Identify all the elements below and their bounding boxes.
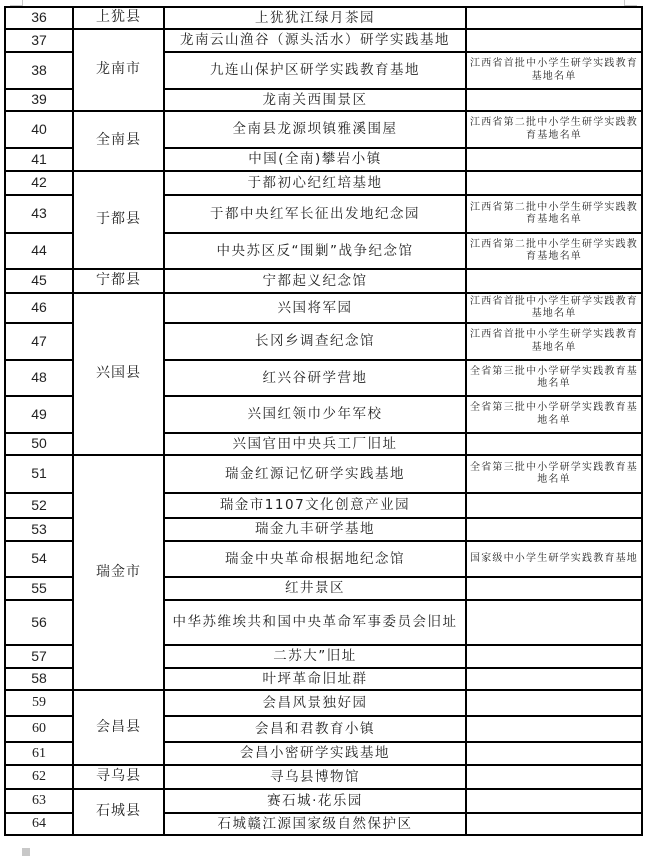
designation-note-cell: 江西省首批中小学生研学实践教育基地名单 (466, 293, 642, 323)
row-number-cell: 55 (5, 577, 73, 600)
designation-note-cell (466, 433, 642, 455)
row-number-cell: 56 (5, 600, 73, 645)
site-name-cell: 红井景区 (164, 577, 466, 600)
designation-note-cell (466, 789, 642, 813)
site-name-cell: 会昌风景独好园 (164, 690, 466, 716)
designation-note-cell (466, 577, 642, 600)
county-cell: 石城县 (73, 789, 164, 835)
site-name-cell: 龙南关西围景区 (164, 89, 466, 111)
row-number-cell: 43 (5, 195, 73, 233)
designation-note-cell (466, 690, 642, 716)
table-row (5, 293, 642, 323)
row-number-cell: 49 (5, 396, 73, 433)
row-number-cell: 46 (5, 293, 73, 323)
table-row (5, 269, 642, 293)
row-number-cell: 51 (5, 455, 73, 493)
row-number-cell: 45 (5, 269, 73, 293)
designation-note-cell (466, 29, 642, 52)
designation-note-cell (466, 89, 642, 111)
row-number-cell: 52 (5, 493, 73, 518)
site-name-cell: 龙南云山渔谷（源头活水）研学实践基地 (164, 29, 466, 52)
row-number-cell: 64 (5, 813, 73, 835)
designation-note-cell (466, 171, 642, 195)
row-number-cell: 53 (5, 518, 73, 541)
designation-note-cell: 江西省第二批中小学生研学实践教育基地名单 (466, 111, 642, 148)
row-number-cell: 58 (5, 668, 73, 690)
county-cell: 会昌县 (73, 690, 164, 765)
site-name-cell: 中华苏维埃共和国中央革命军事委员会旧址 (164, 600, 466, 645)
site-name-cell: 兴国将军园 (164, 293, 466, 323)
table-row (5, 789, 642, 813)
row-number-cell: 59 (5, 690, 73, 716)
site-name-cell: 红兴谷研学营地 (164, 360, 466, 396)
designation-note-cell (466, 765, 642, 789)
site-name-cell: 瑞金九丰研学基地 (164, 518, 466, 541)
county-cell: 兴国县 (73, 293, 164, 455)
designation-note-cell: 江西省第二批中小学生研学实践教育基地名单 (466, 195, 642, 233)
row-number-cell: 41 (5, 148, 73, 171)
row-number-cell: 38 (5, 52, 73, 89)
row-number-cell: 62 (5, 765, 73, 789)
site-name-cell: 于都中央红军长征出发地纪念园 (164, 195, 466, 233)
site-name-cell: 全南县龙源坝镇雅溪围屋 (164, 111, 466, 148)
row-number-cell: 47 (5, 323, 73, 360)
row-number-cell: 57 (5, 645, 73, 668)
designation-note-cell (466, 7, 642, 29)
row-number-cell: 39 (5, 89, 73, 111)
row-number-cell: 54 (5, 541, 73, 577)
row-number-cell: 40 (5, 111, 73, 148)
page-marker (22, 848, 30, 856)
site-name-cell: 会昌和君教育小镇 (164, 716, 466, 742)
study-base-table (4, 6, 643, 836)
row-number-cell: 44 (5, 233, 73, 269)
designation-note-cell: 全省第三批中小学研学实践教育基地名单 (466, 396, 642, 433)
designation-note-cell (466, 518, 642, 541)
row-number-cell: 60 (5, 716, 73, 742)
site-name-cell: 上犹犹江绿月茶园 (164, 7, 466, 29)
site-name-cell: 长冈乡调查纪念馆 (164, 323, 466, 360)
site-name-cell: 寻乌县博物馆 (164, 765, 466, 789)
site-name-cell: 石城赣江源国家级自然保护区 (164, 813, 466, 835)
county-cell: 于都县 (73, 171, 164, 269)
table-row (5, 455, 642, 493)
site-name-cell: 中国(全南)攀岩小镇 (164, 148, 466, 171)
designation-note-cell (466, 600, 642, 645)
designation-note-cell: 全省第三批中小学研学实践教育基地名单 (466, 455, 642, 493)
table-row (5, 7, 642, 29)
county-cell: 上犹县 (73, 7, 164, 29)
designation-note-cell (466, 813, 642, 835)
site-name-cell: 于都初心纪红培基地 (164, 171, 466, 195)
row-number-cell: 37 (5, 29, 73, 52)
designation-note-cell: 江西省首批中小学生研学实践教育基地名单 (466, 323, 642, 360)
table-body (5, 7, 642, 835)
row-number-cell: 42 (5, 171, 73, 195)
site-name-cell: 瑞金红源记忆研学实践基地 (164, 455, 466, 493)
county-cell: 瑞金市 (73, 455, 164, 690)
designation-note-cell: 江西省第二批中小学生研学实践教育基地名单 (466, 233, 642, 269)
row-number-cell: 36 (5, 7, 73, 29)
designation-note-cell (466, 645, 642, 668)
designation-note-cell (466, 742, 642, 765)
designation-note-cell (466, 668, 642, 690)
site-name-cell: 中央苏区反“围剿”战争纪念馆 (164, 233, 466, 269)
site-name-cell: 瑞金中央革命根据地纪念馆 (164, 541, 466, 577)
site-name-cell: 宁都起义纪念馆 (164, 269, 466, 293)
row-number-cell: 50 (5, 433, 73, 455)
county-cell: 龙南市 (73, 29, 164, 111)
table-row (5, 111, 642, 148)
county-cell: 全南县 (73, 111, 164, 171)
designation-note-cell: 全省第三批中小学研学实践教育基地名单 (466, 360, 642, 396)
county-cell: 寻乌县 (73, 765, 164, 789)
table-row (5, 690, 642, 716)
designation-note-cell: 江西省首批中小学生研学实践教育基地名单 (466, 52, 642, 89)
site-name-cell: 兴国官田中央兵工厂旧址 (164, 433, 466, 455)
site-name-cell: 兴国红领巾少年军校 (164, 396, 466, 433)
site-name-cell: 瑞金市1107文化创意产业园 (164, 493, 466, 518)
table-row (5, 29, 642, 52)
site-name-cell: 叶坪革命旧址群 (164, 668, 466, 690)
site-name-cell: 九连山保护区研学实践教育基地 (164, 52, 466, 89)
site-name-cell: 赛石城·花乐园 (164, 789, 466, 813)
designation-note-cell (466, 269, 642, 293)
table-row (5, 765, 642, 789)
row-number-cell: 48 (5, 360, 73, 396)
row-number-cell: 63 (5, 789, 73, 813)
designation-note-cell (466, 493, 642, 518)
county-cell: 宁都县 (73, 269, 164, 293)
designation-note-cell (466, 716, 642, 742)
site-name-cell: 二苏大”旧址 (164, 645, 466, 668)
site-name-cell: 会昌小密研学实践基地 (164, 742, 466, 765)
designation-note-cell: 国家级中小学生研学实践教育基地 (466, 541, 642, 577)
table-row (5, 171, 642, 195)
designation-note-cell (466, 148, 642, 171)
row-number-cell: 61 (5, 742, 73, 765)
